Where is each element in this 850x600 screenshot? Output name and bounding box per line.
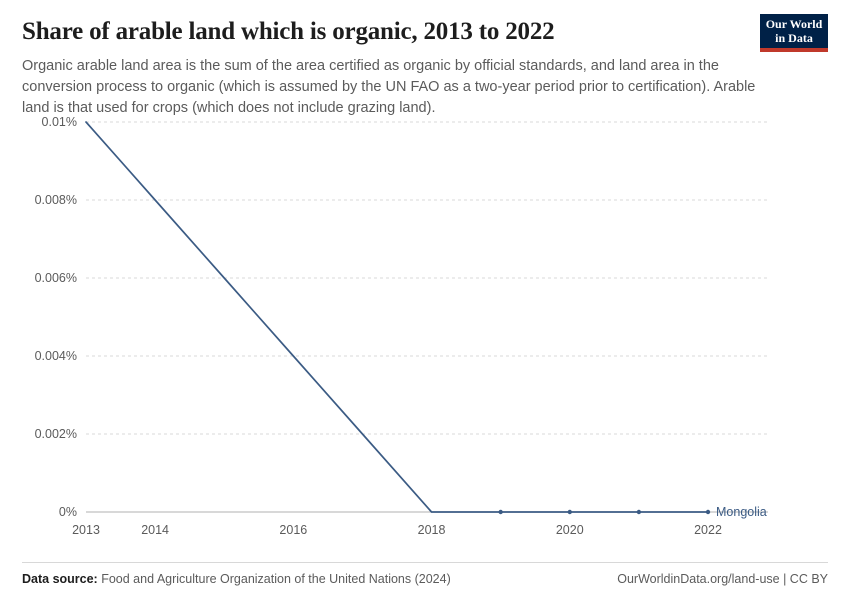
chart-area[interactable] <box>22 112 828 552</box>
series-point[interactable] <box>568 510 572 514</box>
y-tick-label: 0.002% <box>34 427 77 441</box>
attribution[interactable]: OurWorldinData.org/land-use | CC BY <box>617 572 828 586</box>
page-subtitle: Organic arable land area is the sum of the area certified as organic by official standards, and land area in the conversion process to organic (which is assumed by the UN FAO as a two-year period prior to certification). Arable land is that used for crops (which does not include grazing land). <box>22 57 756 116</box>
y-tick-label: 0.01% <box>41 115 77 129</box>
x-tick-label: 2013 <box>72 523 100 537</box>
gridlines <box>86 122 768 512</box>
series-legend-labels[interactable] <box>716 505 767 519</box>
data-source <box>22 572 451 586</box>
owid-logo-line2: in Data <box>775 30 813 45</box>
y-tick-label: 0% <box>58 505 77 519</box>
x-axis-tick-labels <box>72 523 722 537</box>
data-source-text: Food and Agriculture Organization of the United Nations (2024) <box>101 572 451 586</box>
line-chart[interactable] <box>22 112 828 552</box>
x-tick-label: 2014 <box>141 523 170 537</box>
x-tick-label: 2016 <box>279 523 308 537</box>
series-label-mongolia[interactable]: Mongolia <box>716 505 767 519</box>
y-tick-label: 0.004% <box>34 349 77 363</box>
data-source-label: Data source: <box>22 572 98 586</box>
owid-logo-line1: Our World <box>765 17 823 31</box>
owid-logo[interactable] <box>760 14 828 52</box>
series-point[interactable] <box>706 510 710 514</box>
x-tick-label: 2020 <box>555 523 584 537</box>
footer <box>22 562 828 586</box>
y-tick-label: 0.006% <box>34 271 77 285</box>
series-line-mongolia[interactable] <box>86 122 708 512</box>
page-title: Share of arable land which is organic, 2013 to 2022 <box>22 18 555 45</box>
y-axis-tick-labels <box>35 115 77 519</box>
x-tick-label: 2022 <box>694 523 722 537</box>
y-tick-label: 0.008% <box>34 193 77 207</box>
series-point[interactable] <box>498 510 502 514</box>
series-group[interactable] <box>86 122 710 514</box>
x-tick-label: 2018 <box>417 523 446 537</box>
series-point[interactable] <box>637 510 641 514</box>
